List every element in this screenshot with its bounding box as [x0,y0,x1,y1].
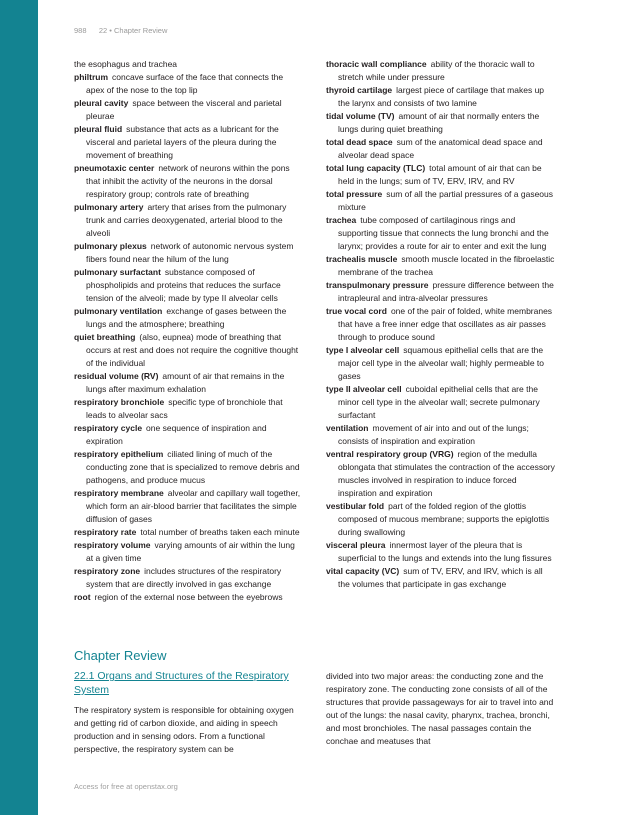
glossary-column-left [74,58,302,604]
glossary-term: root [74,592,91,602]
glossary-term: pleural cavity [74,98,129,108]
glossary-term: pleural fluid [74,124,123,134]
glossary-entry [326,422,556,448]
glossary-term: trachealis muscle [326,254,398,264]
glossary-term: thyroid cartilage [326,85,393,95]
glossary-term: pulmonary ventilation [74,306,163,316]
glossary-definition: substance that acts as a lubricant for the visceral and parietal layers of the pleura during the movement of breathing [86,124,279,160]
glossary-entry [74,448,302,487]
glossary-entry [74,331,302,370]
glossary-entry [74,201,302,240]
glossary-entry [74,396,302,422]
glossary-entry [326,305,556,344]
glossary-definition: total amount of air that can be held in the lungs; sum of TV, ERV, IRV, and RV [338,163,542,186]
glossary-definition: sum of the anatomical dead space and alveolar dead space [338,137,543,160]
glossary-entry [74,123,302,162]
chapter-review-heading: Chapter Review [74,648,167,663]
glossary-term: type I alveolar cell [326,345,400,355]
glossary-definition: network of neurons within the pons that inhibit the activity of the neurons in the dorsal respiratory group; controls rate of breathing [86,163,290,199]
glossary-definition: one of the pair of folded, white membranes that have a free inner edge that oscillates as air passes through to produce sound [338,306,553,342]
glossary-entry [326,448,556,500]
glossary-term: respiratory membrane [74,488,164,498]
page-number: 988 [74,26,87,35]
glossary-definition: ciliated lining of much of the conducting zone that is specialized to remove debris and pathogens, and produce mucus [86,449,300,485]
glossary-definition: space between the visceral and parietal pleurae [86,98,282,121]
glossary-entry [74,487,302,526]
glossary-term: ventral respiratory group (VRG) [326,449,454,459]
review-paragraph-right: divided into two major areas: the conducting zone and the respiratory zone. The conducting zone consists of all of the structures that provide passageways for air to travel into and out of the lungs: the nasal cavity, pharynx, trachea, bronchi, and most bronchioles. The nasal passages contain the conchae and meatuses that [326,671,554,746]
glossary-term: respiratory epithelium [74,449,164,459]
glossary-term: philtrum [74,72,108,82]
glossary-entry [326,162,556,188]
glossary-term: visceral pleura [326,540,386,550]
glossary-entry [74,266,302,305]
glossary-entry [74,526,302,539]
glossary-definition: concave surface of the face that connects the apex of the nose to the top lip [86,72,284,95]
glossary-term: trachea [326,215,357,225]
glossary-term: ventilation [326,423,369,433]
glossary-entry [326,279,556,305]
glossary-column-right [326,58,556,591]
glossary-entry [74,591,302,604]
glossary-entry [326,344,556,383]
glossary-definition: pressure difference between the intrapleural and intra-alveolar pressures [338,280,554,303]
glossary-definition: one sequence of inspiration and expiration [86,423,267,446]
glossary-definition: innermost layer of the pleura that is superficial to the lungs and extends into the lung fissures [338,540,552,563]
glossary-entry [326,565,556,591]
glossary-entry [74,162,302,201]
glossary-definition: includes structures of the respiratory system that are directly involved in gas exchange [86,566,282,589]
glossary-definition: varying amounts of air within the lung at a given time [86,540,295,563]
glossary-entry [326,253,556,279]
glossary-entry [326,136,556,162]
glossary-definition: amount of air that normally enters the lungs during quiet breathing [338,111,540,134]
glossary-definition: smooth muscle located in the fibroelastic membrane of the trachea [338,254,555,277]
glossary-term: pneumotaxic center [74,163,155,173]
glossary-term: pulmonary plexus [74,241,147,251]
glossary-term: total dead space [326,137,393,147]
glossary-term: pulmonary surfactant [74,267,161,277]
glossary-entry [74,305,302,331]
glossary-term: true vocal cord [326,306,387,316]
glossary-entry [326,58,556,84]
glossary-entry [74,370,302,396]
glossary-definition: the esophagus and trachea [74,59,178,69]
glossary-definition: (also, eupnea) mode of breathing that occurs at rest and does not require the cognitive thought of the individual [86,332,299,368]
running-head [74,26,167,35]
glossary-definition: region of the medulla oblongata that stimulates the contraction of the accessory muscles involved in respiration to induce forced inspiration and expiration [338,449,555,498]
glossary-entry [74,240,302,266]
glossary-entry [74,539,302,565]
glossary-entry [326,188,556,214]
glossary-definition: movement of air into and out of the lungs; consists of inspiration and expiration [338,423,529,446]
glossary-entry [74,58,302,71]
glossary-definition: artery that arises from the pulmonary trunk and carries deoxygenated, arterial blood to the alveoli [86,202,287,238]
glossary-definition: network of autonomic nervous system fibers found near the hilum of the lung [86,241,294,264]
footer-access-note: Access for free at openstax.org [74,782,178,791]
glossary-entry [326,383,556,422]
glossary-definition: alveolar and capillary wall together, which form an air-blood barrier that facilitates the simple diffusion of gases [86,488,301,524]
glossary-term: respiratory rate [74,527,137,537]
glossary-definition: part of the folded region of the glottis composed of mucous membrane; supports the epiglottis during swallowing [338,501,550,537]
glossary-term: vital capacity (VC) [326,566,400,576]
glossary-entry [326,84,556,110]
glossary-definition: tube composed of cartilaginous rings and supporting tissue that connects the lung bronchi and the larynx; provides a route for air to enter and exit the lung [338,215,549,251]
glossary-entry [326,214,556,253]
glossary-term: transpulmonary pressure [326,280,429,290]
chapter-label: 22 • Chapter Review [98,26,168,35]
glossary-term: residual volume (RV) [74,371,159,381]
glossary-definition: sum of TV, ERV, and IRV, which is all the volumes that participate in gas exchange [338,566,543,589]
glossary-definition: substance composed of phospholipids and proteins that reduces the surface tension of the alveoli; made by type II alveolar cells [86,267,281,303]
glossary-entry [74,71,302,97]
glossary-entry [326,110,556,136]
glossary-definition: total number of breaths taken each minute [140,527,300,537]
glossary-term: tidal volume (TV) [326,111,395,121]
glossary-entry [74,565,302,591]
glossary-definition: squamous epithelial cells that are the major cell type in the alveolar wall; highly permeable to gases [338,345,544,381]
glossary-definition: specific type of bronchiole that leads to alveolar sacs [86,397,283,420]
glossary-entry [74,422,302,448]
glossary-term: type II alveolar cell [326,384,402,394]
glossary-definition: cuboidal epithelial cells that are the minor cell type in the alveolar wall; secrete pulmonary surfactant [338,384,540,420]
glossary-term: respiratory cycle [74,423,143,433]
glossary-definition: largest piece of cartilage that makes up the larynx and consists of two lamine [338,85,545,108]
glossary-definition: exchange of gases between the lungs and the atmosphere; breathing [86,306,287,329]
glossary-entry [326,539,556,565]
glossary-term: respiratory bronchiole [74,397,165,407]
glossary-term: total lung capacity (TLC) [326,163,426,173]
glossary-definition: ability of the thoracic wall to stretch while under pressure [338,59,535,82]
glossary-definition: sum of all the partial pressures of a gaseous mixture [338,189,554,212]
glossary-term: respiratory zone [74,566,141,576]
review-paragraph-left: The respiratory system is responsible for obtaining oxygen and getting rid of carbon dioxide, and aiding in speech production and in sensing odors. From a functional perspective, the respiratory system can be [74,705,294,754]
glossary-definition: region of the external nose between the eyebrows [94,592,283,602]
glossary-term: respiratory volume [74,540,151,550]
glossary-term: total pressure [326,189,383,199]
glossary-term: vestibular fold [326,501,385,511]
side-color-bar [0,0,38,815]
glossary-entry [326,500,556,539]
glossary-term: quiet breathing [74,332,136,342]
glossary-term: thoracic wall compliance [326,59,427,69]
glossary-entry [74,97,302,123]
section-link-22-1[interactable]: 22.1 Organs and Structures of the Respiratory System [74,670,289,696]
glossary-term: pulmonary artery [74,202,144,212]
glossary-definition: amount of air that remains in the lungs after maximum exhalation [86,371,285,394]
